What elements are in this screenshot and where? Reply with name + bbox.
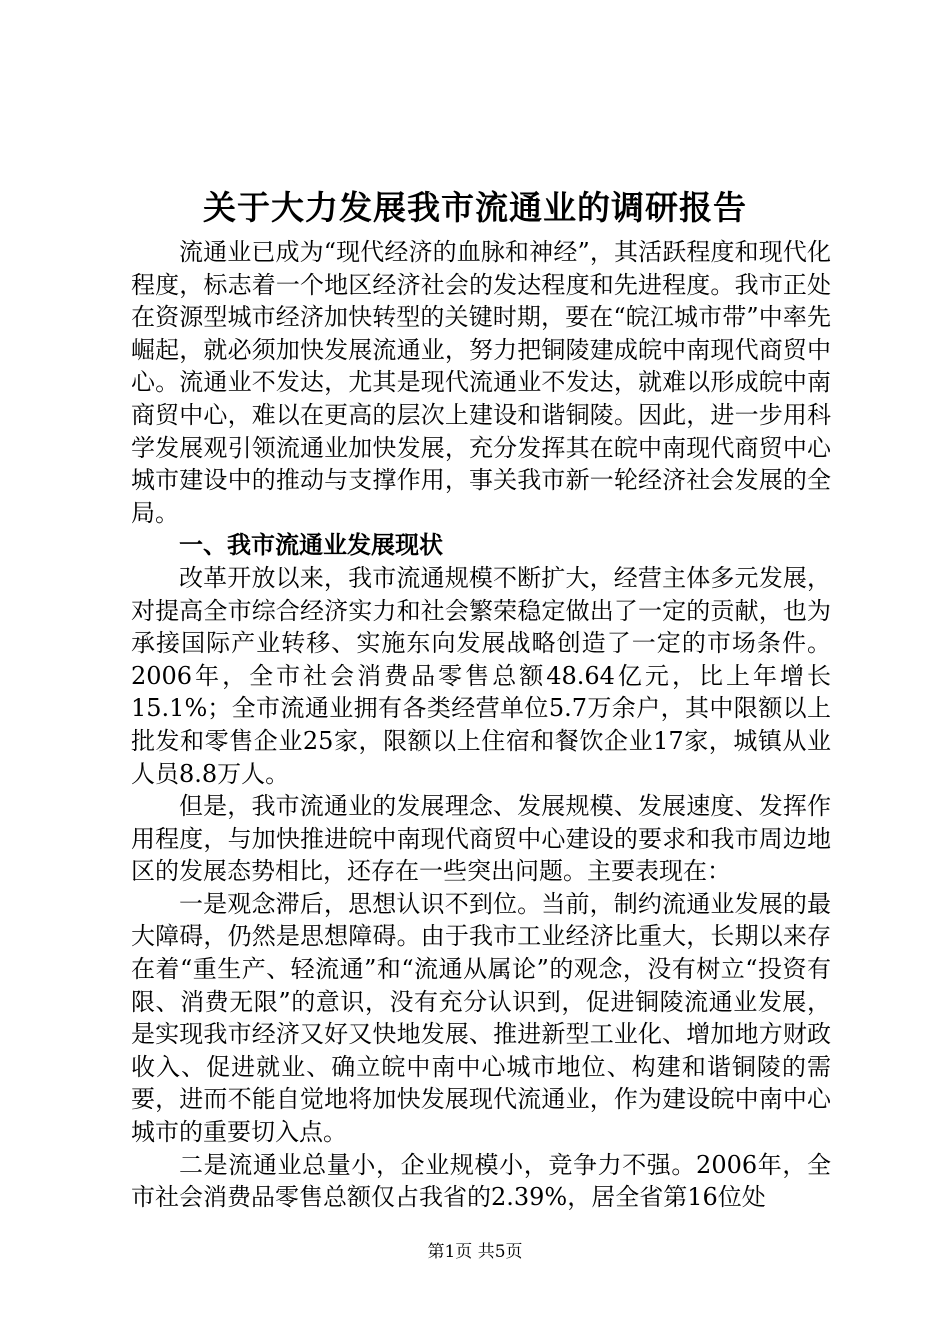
section-paragraph-4: 二是流通业总量小，企业规模小，竞争力不强。2006年，全市社会消费品零售总额仅占我省的2.39%，居全省第16位处 xyxy=(131,1150,831,1212)
section-paragraph-3: 一是观念滞后，思想认识不到位。当前，制约流通业发展的最大障碍，仍然是思想障碍。由于我市工业经济比重大，长期以来存在着“重生产、轻流通”和“流通从属论”的观念，没有树立“投资有限、消费无限”的意识，没有充分认识到，促进铜陵流通业发展，是实现我市经济又好又快地发展、推进新型工业化、增加地方财政收入、促进就业、确立皖中南中心城市地位、构建和谐铜陵的需要，进而不能自觉地将加快发展现代流通业，作为建设皖中南中心城市的重要切入点。 xyxy=(131,889,831,1147)
section-paragraph-2: 但是，我市流通业的发展理念、发展规模、发展速度、发挥作用程度，与加快推进皖中南现代商贸中心建设的要求和我市周边地区的发展态势相比，还存在一些突出问题。主要表现在： xyxy=(131,792,831,886)
section-heading: 一、我市流通业发展现状 xyxy=(179,530,443,560)
intro-paragraph: 流通业已成为“现代经济的血脉和神经”，其活跃程度和现代化程度，标志着一个地区经济社会的发达程度和先进程度。我市正处在资源型城市经济加快转型的关键时期，要在“皖江城市带”中率先崛起，就必须加快发展流通业，努力把铜陵建成皖中南现代商贸中心。流通业不发达，尤其是现代流通业不发达，就难以形成皖中南商贸中心，难以在更高的层次上建设和谐铜陵。因此，进一步用科学发展观引领流通业加快发展，充分发挥其在皖中南现代商贸中心城市建设中的推动与支撑作用，事关我市新一轮经济社会发展的全局。 xyxy=(131,238,831,527)
page-footer: 第1页 共5页 xyxy=(427,1242,523,1262)
section-paragraph-1: 改革开放以来，我市流通规模不断扩大，经营主体多元发展，对提高全市综合经济实力和社会繁荣稳定做出了一定的贡献，也为承接国际产业转移、实施东向发展战略创造了一定的市场条件。2006年，全市社会消费品零售总额48.64亿元，比上年增长15.1%；全市流通业拥有各类经营单位5.7万余户，其中限额以上批发和零售企业25家，限额以上住宿和餐饮企业17家，城镇从业人员8.8万人。 xyxy=(131,563,831,788)
document-body xyxy=(131,236,831,1214)
document-title: 关于大力发展我市流通业的调研报告 xyxy=(203,188,747,227)
